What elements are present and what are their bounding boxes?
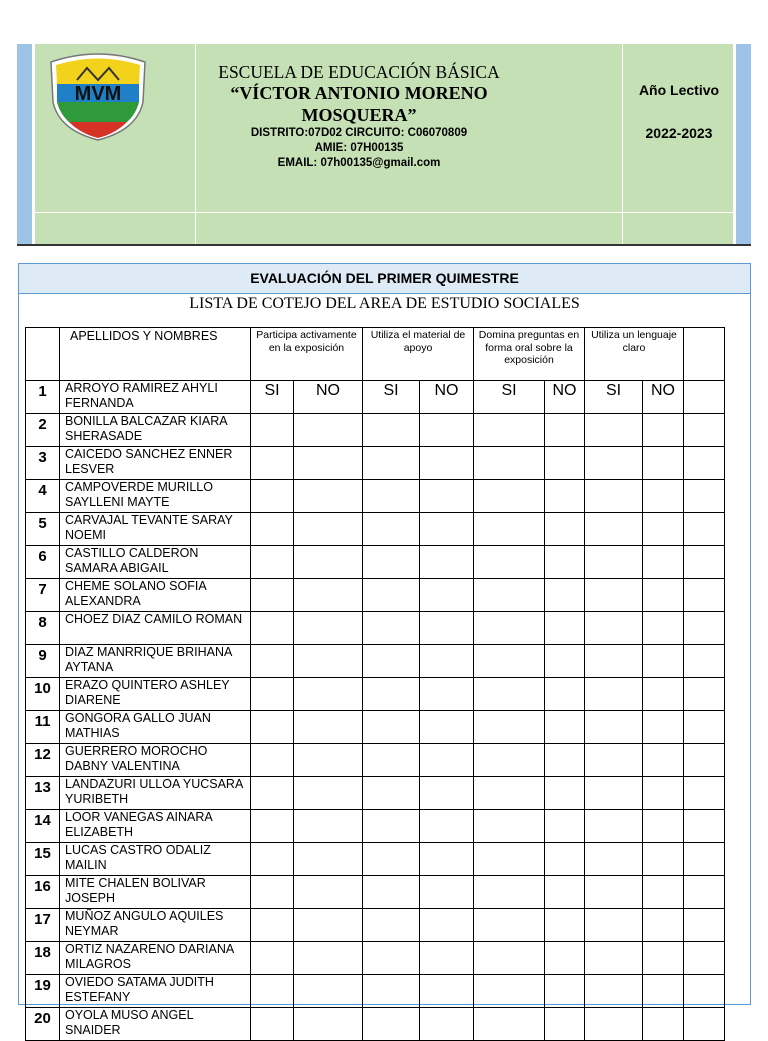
student-name: CHEME SOLANO SOFIA ALEXANDRA bbox=[60, 579, 251, 612]
checklist-cell[interactable] bbox=[363, 975, 420, 1008]
checklist-cell[interactable] bbox=[585, 678, 643, 711]
checklist-cell[interactable] bbox=[643, 975, 684, 1008]
extra-cell bbox=[684, 711, 725, 744]
checklist-cell[interactable] bbox=[474, 579, 545, 612]
checklist-cell[interactable] bbox=[545, 942, 585, 975]
table-row bbox=[26, 678, 725, 711]
checklist-cell[interactable] bbox=[294, 480, 363, 513]
checklist-cell[interactable] bbox=[474, 810, 545, 843]
student-name: BONILLA BALCAZAR KIARA SHERASADE bbox=[60, 414, 251, 447]
checklist-cell[interactable] bbox=[643, 843, 684, 876]
checklist-cell[interactable] bbox=[294, 942, 363, 975]
checklist-cell[interactable] bbox=[420, 645, 474, 678]
header-bottom-rule bbox=[17, 244, 751, 246]
checklist-cell[interactable] bbox=[585, 711, 643, 744]
names-header: APELLIDOS Y NOMBRES bbox=[60, 328, 251, 381]
checklist-cell[interactable] bbox=[585, 447, 643, 480]
checklist-cell[interactable] bbox=[474, 777, 545, 810]
student-name: MUÑOZ ANGULO AQUILES NEYMAR bbox=[60, 909, 251, 942]
checklist-cell[interactable] bbox=[474, 942, 545, 975]
checklist-cell[interactable]: NO bbox=[643, 381, 684, 414]
checklist-cell[interactable] bbox=[363, 579, 420, 612]
checklist-cell[interactable] bbox=[363, 678, 420, 711]
checklist-cell[interactable] bbox=[363, 810, 420, 843]
criterion-header-oral-questions: Domina preguntas en forma oral sobre la exposición bbox=[474, 328, 585, 381]
checklist-cell[interactable] bbox=[251, 942, 294, 975]
checklist-cell[interactable] bbox=[474, 711, 545, 744]
checklist-cell[interactable] bbox=[474, 645, 545, 678]
student-name: CAICEDO SANCHEZ ENNER LESVER bbox=[60, 447, 251, 480]
checklist-cell[interactable] bbox=[251, 546, 294, 579]
student-name: OVIEDO SATAMA JUDITH ESTEFANY bbox=[60, 975, 251, 1008]
checklist-cell[interactable] bbox=[251, 579, 294, 612]
checklist-cell[interactable] bbox=[474, 513, 545, 546]
student-name: DIAZ MANRRIQUE BRIHANA AYTANA bbox=[60, 645, 251, 678]
checklist-cell[interactable] bbox=[363, 744, 420, 777]
checklist-cell[interactable] bbox=[420, 810, 474, 843]
checklist-cell[interactable] bbox=[363, 876, 420, 909]
student-name: ERAZO QUINTERO ASHLEY DIARENE bbox=[60, 678, 251, 711]
checklist-cell[interactable] bbox=[363, 546, 420, 579]
extra-cell bbox=[684, 942, 725, 975]
student-number: 4 bbox=[26, 480, 60, 513]
table-row bbox=[26, 447, 725, 480]
student-number: 17 bbox=[26, 909, 60, 942]
checklist-cell[interactable] bbox=[251, 711, 294, 744]
school-year-label: Año Lectivo bbox=[638, 82, 720, 98]
extra-cell bbox=[684, 513, 725, 546]
checklist-cell[interactable]: NO bbox=[294, 381, 363, 414]
checklist-cell[interactable] bbox=[474, 909, 545, 942]
checklist-cell[interactable] bbox=[643, 810, 684, 843]
checklist-cell[interactable] bbox=[251, 876, 294, 909]
checklist-cell[interactable] bbox=[545, 876, 585, 909]
checklist-cell[interactable] bbox=[474, 414, 545, 447]
checklist-cell[interactable] bbox=[643, 645, 684, 678]
checklist-cell[interactable] bbox=[420, 876, 474, 909]
table-row bbox=[26, 909, 725, 942]
school-name-line3: MOSQUERA” bbox=[301, 105, 417, 125]
school-info bbox=[217, 62, 501, 171]
checklist-cell[interactable] bbox=[545, 579, 585, 612]
checklist-cell[interactable] bbox=[545, 777, 585, 810]
student-number: 2 bbox=[26, 414, 60, 447]
district-circuit: DISTRITO:07D02 CIRCUITO: C06070809 bbox=[250, 127, 468, 139]
checklist-cell[interactable] bbox=[363, 480, 420, 513]
checklist-cell[interactable] bbox=[363, 513, 420, 546]
checklist-cell[interactable] bbox=[643, 579, 684, 612]
table-row bbox=[26, 579, 725, 612]
checklist-cell[interactable] bbox=[294, 612, 363, 645]
extra-cell bbox=[684, 876, 725, 909]
checklist-cell[interactable] bbox=[420, 447, 474, 480]
checklist-cell[interactable] bbox=[363, 843, 420, 876]
checklist-cell[interactable] bbox=[420, 546, 474, 579]
checklist-cell[interactable] bbox=[474, 1008, 545, 1041]
table-row bbox=[26, 546, 725, 579]
checklist-cell[interactable] bbox=[474, 546, 545, 579]
checklist-cell[interactable] bbox=[585, 480, 643, 513]
checklist-cell[interactable] bbox=[420, 414, 474, 447]
checklist-cell[interactable] bbox=[643, 711, 684, 744]
table-row bbox=[26, 711, 725, 744]
criterion-header-clear-language: Utiliza un lenguaje claro bbox=[585, 328, 684, 381]
checklist-cell[interactable] bbox=[251, 843, 294, 876]
extra-cell bbox=[684, 975, 725, 1008]
checklist-cell[interactable] bbox=[474, 612, 545, 645]
checklist-cell[interactable] bbox=[420, 909, 474, 942]
checklist-cell[interactable] bbox=[545, 513, 585, 546]
checklist-cell[interactable] bbox=[251, 909, 294, 942]
checklist-cell[interactable] bbox=[585, 612, 643, 645]
checklist-cell[interactable] bbox=[420, 579, 474, 612]
checklist-cell[interactable] bbox=[363, 612, 420, 645]
checklist-cell[interactable] bbox=[251, 1008, 294, 1041]
extra-cell bbox=[684, 381, 725, 414]
checklist-table bbox=[25, 327, 725, 1041]
checklist-cell[interactable] bbox=[643, 777, 684, 810]
checklist-cell[interactable] bbox=[585, 744, 643, 777]
student-number: 13 bbox=[26, 777, 60, 810]
checklist-cell[interactable]: SI bbox=[363, 381, 420, 414]
document-header bbox=[17, 44, 751, 246]
checklist-cell[interactable] bbox=[251, 975, 294, 1008]
checklist-cell[interactable] bbox=[420, 513, 474, 546]
extra-cell bbox=[684, 447, 725, 480]
checklist-cell[interactable] bbox=[643, 876, 684, 909]
checklist-cell[interactable] bbox=[545, 744, 585, 777]
checklist-cell[interactable] bbox=[585, 645, 643, 678]
checklist-cell[interactable] bbox=[545, 678, 585, 711]
extra-cell bbox=[684, 843, 725, 876]
checklist-cell[interactable] bbox=[363, 909, 420, 942]
extra-cell bbox=[684, 744, 725, 777]
table-row bbox=[26, 612, 725, 645]
checklist-cell[interactable] bbox=[545, 447, 585, 480]
right-blue-bar bbox=[733, 44, 751, 246]
checklist-cell[interactable] bbox=[420, 480, 474, 513]
checklist-cell[interactable] bbox=[251, 447, 294, 480]
checklist-cell[interactable] bbox=[294, 909, 363, 942]
student-name: MITE CHALEN BOLIVAR JOSEPH bbox=[60, 876, 251, 909]
amie-code: AMIE: 07H00135 bbox=[314, 142, 404, 154]
table-header-row bbox=[26, 328, 725, 381]
checklist-cell[interactable] bbox=[585, 810, 643, 843]
checklist-cell[interactable] bbox=[294, 1008, 363, 1041]
student-name: CASTILLO CALDERON SAMARA ABIGAIL bbox=[60, 546, 251, 579]
student-number: 9 bbox=[26, 645, 60, 678]
checklist-cell[interactable] bbox=[545, 414, 585, 447]
checklist-cell[interactable] bbox=[643, 414, 684, 447]
checklist-cell[interactable] bbox=[420, 711, 474, 744]
header-divider bbox=[195, 44, 196, 246]
checklist-cell[interactable] bbox=[420, 975, 474, 1008]
checklist-cell[interactable]: NO bbox=[420, 381, 474, 414]
checklist-cell[interactable] bbox=[643, 942, 684, 975]
student-name: LOOR VANEGAS AINARA ELIZABETH bbox=[60, 810, 251, 843]
school-name-line2: “VÍCTOR ANTONIO MORENO bbox=[230, 83, 488, 103]
evaluation-subtitle: LISTA DE COTEJO DEL AREA DE ESTUDIO SOCIALES bbox=[189, 295, 580, 312]
checklist-cell[interactable] bbox=[420, 777, 474, 810]
checklist-cell[interactable] bbox=[294, 876, 363, 909]
checklist-cell[interactable] bbox=[474, 480, 545, 513]
student-number: 18 bbox=[26, 942, 60, 975]
checklist-cell[interactable] bbox=[643, 546, 684, 579]
checklist-cell[interactable] bbox=[363, 1008, 420, 1041]
table-row bbox=[26, 513, 725, 546]
checklist-cell[interactable] bbox=[585, 909, 643, 942]
checklist-cell[interactable] bbox=[474, 744, 545, 777]
checklist-cell[interactable] bbox=[585, 414, 643, 447]
checklist-cell[interactable] bbox=[474, 975, 545, 1008]
checklist-cell[interactable]: SI bbox=[251, 381, 294, 414]
table-row bbox=[26, 777, 725, 810]
checklist-cell[interactable] bbox=[643, 678, 684, 711]
checklist-cell[interactable] bbox=[420, 612, 474, 645]
checklist-cell[interactable] bbox=[294, 414, 363, 447]
checklist-cell[interactable] bbox=[643, 909, 684, 942]
table-row bbox=[26, 810, 725, 843]
extra-cell bbox=[684, 1008, 725, 1041]
checklist-cell[interactable] bbox=[251, 678, 294, 711]
student-name: OYOLA MUSO ANGEL SNAIDER bbox=[60, 1008, 251, 1041]
checklist-cell[interactable] bbox=[294, 645, 363, 678]
table-row bbox=[26, 975, 725, 1008]
checklist-cell[interactable] bbox=[545, 975, 585, 1008]
checklist-cell[interactable] bbox=[251, 612, 294, 645]
checklist-cell[interactable]: SI bbox=[474, 381, 545, 414]
checklist-cell[interactable] bbox=[294, 843, 363, 876]
table-row bbox=[26, 381, 725, 414]
checklist-cell[interactable] bbox=[585, 513, 643, 546]
student-number: 10 bbox=[26, 678, 60, 711]
student-name: CARVAJAL TEVANTE SARAY NOEMI bbox=[60, 513, 251, 546]
student-number: 15 bbox=[26, 843, 60, 876]
header-divider bbox=[35, 212, 733, 213]
student-name: ORTIZ NAZARENO DARIANA MILAGROS bbox=[60, 942, 251, 975]
table-row bbox=[26, 645, 725, 678]
svg-text:MVM: MVM bbox=[74, 83, 122, 105]
criterion-header-participation: Participa activamente en la exposición bbox=[251, 328, 363, 381]
checklist-cell[interactable] bbox=[643, 513, 684, 546]
checklist-cell[interactable] bbox=[363, 447, 420, 480]
student-number: 5 bbox=[26, 513, 60, 546]
student-name: GUERRERO MOROCHO DABNY VALENTINA bbox=[60, 744, 251, 777]
checklist-cell[interactable] bbox=[643, 1008, 684, 1041]
evaluation-title: EVALUACIÓN DEL PRIMER QUIMESTRE bbox=[19, 264, 750, 294]
student-number: 19 bbox=[26, 975, 60, 1008]
checklist-cell[interactable] bbox=[294, 975, 363, 1008]
checklist-cell[interactable] bbox=[294, 513, 363, 546]
table-row bbox=[26, 744, 725, 777]
school-email: EMAIL: 07h00135@gmail.com bbox=[277, 157, 441, 169]
checklist-cell[interactable] bbox=[545, 843, 585, 876]
student-number: 7 bbox=[26, 579, 60, 612]
checklist-cell[interactable] bbox=[294, 546, 363, 579]
checklist-cell[interactable] bbox=[294, 744, 363, 777]
checklist-cell[interactable] bbox=[585, 876, 643, 909]
checklist-cell[interactable] bbox=[420, 744, 474, 777]
checklist-cell[interactable] bbox=[474, 447, 545, 480]
checklist-cell[interactable] bbox=[420, 678, 474, 711]
student-name: LANDAZURI ULLOA YUCSARA YURIBETH bbox=[60, 777, 251, 810]
checklist-cell[interactable] bbox=[294, 678, 363, 711]
checklist-cell[interactable] bbox=[643, 480, 684, 513]
checklist-cell[interactable] bbox=[363, 645, 420, 678]
student-number: 16 bbox=[26, 876, 60, 909]
checklist-cell[interactable] bbox=[545, 546, 585, 579]
checklist-cell[interactable] bbox=[420, 843, 474, 876]
student-name: CAMPOVERDE MURILLO SAYLLENI MAYTE bbox=[60, 480, 251, 513]
checklist-cell[interactable] bbox=[294, 810, 363, 843]
checklist-cell[interactable] bbox=[585, 777, 643, 810]
table-row bbox=[26, 1008, 725, 1041]
extra-cell bbox=[684, 546, 725, 579]
checklist-cell[interactable] bbox=[585, 579, 643, 612]
checklist-cell[interactable] bbox=[251, 777, 294, 810]
checklist-cell[interactable] bbox=[545, 909, 585, 942]
checklist-cell[interactable]: SI bbox=[585, 381, 643, 414]
extra-header-cell bbox=[684, 328, 725, 381]
checklist-cell[interactable] bbox=[585, 546, 643, 579]
checklist-cell[interactable] bbox=[545, 810, 585, 843]
checklist-cell[interactable] bbox=[474, 843, 545, 876]
checklist-cell[interactable] bbox=[643, 447, 684, 480]
extra-cell bbox=[684, 579, 725, 612]
student-name: GONGORA GALLO JUAN MATHIAS bbox=[60, 711, 251, 744]
student-name: LUCAS CASTRO ODALIZ MAILIN bbox=[60, 843, 251, 876]
checklist-cell[interactable] bbox=[545, 645, 585, 678]
table-row bbox=[26, 876, 725, 909]
checklist-cell[interactable] bbox=[474, 876, 545, 909]
checklist-cell[interactable] bbox=[294, 579, 363, 612]
student-number: 8 bbox=[26, 612, 60, 645]
extra-cell bbox=[684, 909, 725, 942]
school-shield-logo bbox=[47, 50, 149, 142]
checklist-cell[interactable] bbox=[294, 447, 363, 480]
checklist-cell[interactable] bbox=[294, 711, 363, 744]
table-row bbox=[26, 843, 725, 876]
checklist-cell[interactable] bbox=[643, 744, 684, 777]
checklist-cell[interactable] bbox=[363, 942, 420, 975]
table-row bbox=[26, 480, 725, 513]
extra-cell bbox=[684, 645, 725, 678]
extra-cell bbox=[684, 678, 725, 711]
checklist-cell[interactable] bbox=[251, 810, 294, 843]
table-row bbox=[26, 414, 725, 447]
checklist-cell[interactable] bbox=[251, 480, 294, 513]
checklist-cell[interactable] bbox=[545, 480, 585, 513]
checklist-cell[interactable] bbox=[251, 513, 294, 546]
school-year-value: 2022-2023 bbox=[645, 125, 713, 141]
extra-cell bbox=[684, 810, 725, 843]
checklist-cell[interactable] bbox=[251, 414, 294, 447]
student-number: 6 bbox=[26, 546, 60, 579]
student-number: 11 bbox=[26, 711, 60, 744]
checklist-cell[interactable] bbox=[643, 612, 684, 645]
left-blue-bar bbox=[17, 44, 35, 246]
checklist-cell[interactable] bbox=[545, 1008, 585, 1041]
checklist-cell[interactable] bbox=[585, 942, 643, 975]
checklist-cell[interactable] bbox=[585, 843, 643, 876]
student-number: 12 bbox=[26, 744, 60, 777]
checklist-cell[interactable]: NO bbox=[545, 381, 585, 414]
extra-cell bbox=[684, 414, 725, 447]
checklist-cell[interactable] bbox=[545, 612, 585, 645]
student-name: CHOEZ DIAZ CAMILO ROMAN bbox=[60, 612, 251, 645]
student-name: ARROYO RAMIREZ AHYLI FERNANDA bbox=[60, 381, 251, 414]
extra-cell bbox=[684, 480, 725, 513]
checklist-cell[interactable] bbox=[585, 1008, 643, 1041]
checklist-cell[interactable] bbox=[585, 975, 643, 1008]
student-number: 14 bbox=[26, 810, 60, 843]
student-number: 20 bbox=[26, 1008, 60, 1041]
checklist-cell[interactable] bbox=[363, 414, 420, 447]
student-number: 1 bbox=[26, 381, 60, 414]
extra-cell bbox=[684, 612, 725, 645]
checklist-cell[interactable] bbox=[363, 777, 420, 810]
table-row bbox=[26, 942, 725, 975]
school-name-line1: ESCUELA DE EDUCACIÓN BÁSICA bbox=[218, 62, 500, 82]
checklist-cell[interactable] bbox=[294, 777, 363, 810]
checklist-cell[interactable] bbox=[251, 744, 294, 777]
checklist-cell[interactable] bbox=[420, 942, 474, 975]
checklist-cell[interactable] bbox=[474, 678, 545, 711]
header-divider bbox=[622, 44, 623, 246]
number-header-cell bbox=[26, 328, 60, 381]
checklist-cell[interactable] bbox=[545, 711, 585, 744]
checklist-cell[interactable] bbox=[363, 711, 420, 744]
checklist-cell[interactable] bbox=[251, 645, 294, 678]
criterion-header-material: Utiliza el material de apoyo bbox=[363, 328, 474, 381]
checklist-cell[interactable] bbox=[420, 1008, 474, 1041]
extra-cell bbox=[684, 777, 725, 810]
student-number: 3 bbox=[26, 447, 60, 480]
